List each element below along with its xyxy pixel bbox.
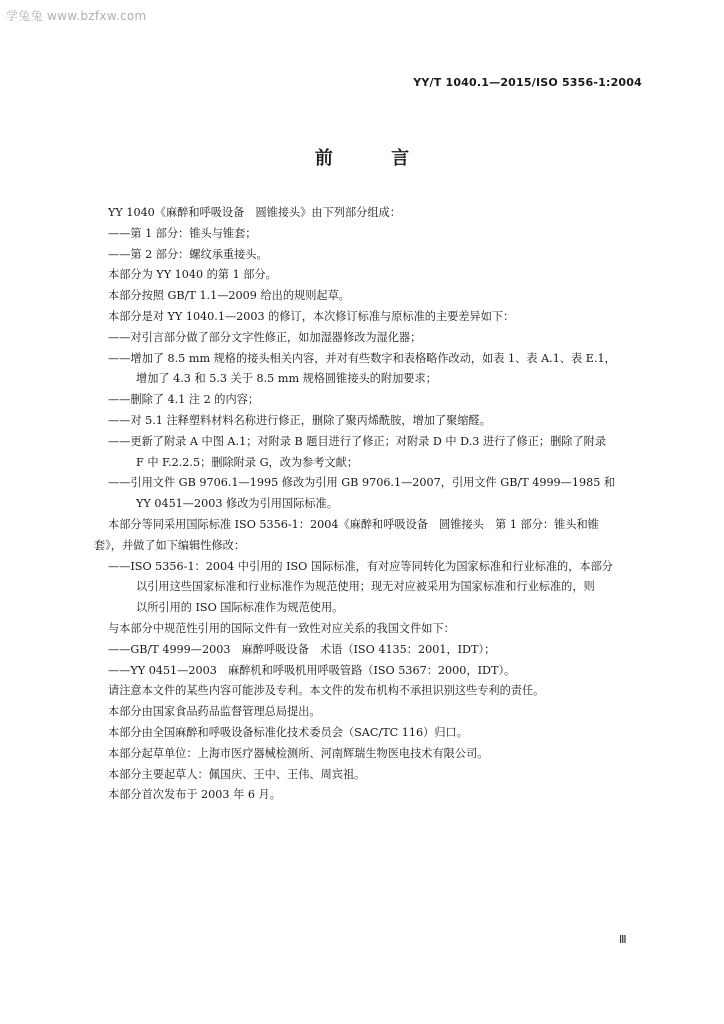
list-item: ——引用文件 GB 9706.1—1995 修改为引用 GB 9706.1—2007，引用文件 GB/T 4999—1985 和 xyxy=(108,476,616,490)
list-item: ——删除了 4.1 注 2 的内容； xyxy=(108,393,260,407)
list-item: ——增加了 8.5 mm 规格的接头相关内容，并对有些数字和表格略作改动，如表 1、表 A.1、表 E.1， xyxy=(108,351,616,365)
paragraph-continuation: 套》，并做了如下编辑性修改： xyxy=(94,538,246,552)
paragraph: 本部分由国家食品药品监督管理总局提出。 xyxy=(108,705,321,719)
list-item: ——YY 0451—2003 麻醉机和呼吸机用呼吸管路（ISO 5367：2000，IDT）。 xyxy=(108,663,516,677)
list-item: ——第 2 部分：螺纹承重接头。 xyxy=(108,247,268,261)
list-item-continuation: F 中 F.2.2.5；删除附录 G，改为参考文献； xyxy=(136,455,359,469)
paragraph: 本部分由全国麻醉和呼吸设备标准化技术委员会（SAC/TC 116）归口。 xyxy=(108,725,468,739)
page-number: Ⅲ xyxy=(619,933,627,946)
preface-body xyxy=(94,203,648,806)
paragraph: 本部分按照 GB/T 1.1—2009 给出的规则起草。 xyxy=(108,289,350,303)
list-item-continuation: 以所引用的 ISO 国际标准作为规范使用。 xyxy=(136,601,344,615)
paragraph: 本部分起草单位：上海市医疗器械检测所、河南辉瑞生物医电技术有限公司。 xyxy=(108,746,489,760)
list-item: ——对 5.1 注释塑料材料名称进行修正，删除了聚丙烯酰胺，增加了聚缩醛。 xyxy=(108,413,491,427)
standard-number: YY/T 1040.1—2015/ISO 5356-1:2004 xyxy=(413,76,642,89)
paragraph: 本部分等同采用国际标准 ISO 5356-1：2004《麻醉和呼吸设备 圆锥接头 第 1 部分：锥头和锥 xyxy=(108,517,599,531)
paragraph: 本部分首次发布于 2003 年 6 月。 xyxy=(108,788,281,802)
list-item-continuation: 增加了 4.3 和 5.3 关于 8.5 mm 规格圆锥接头的附加要求； xyxy=(136,372,437,386)
paragraph: 本部分主要起草人：佩国庆、王中、王伟、周宾祖。 xyxy=(108,767,366,781)
list-item-continuation: YY 0451—2003 修改为引用国际标准。 xyxy=(136,497,338,511)
list-item: ——ISO 5356-1：2004 中引用的 ISO 国际标准，有对应等同转化为国家标准和行业标准的，本部分 xyxy=(108,559,613,573)
list-item: ——GB/T 4999—2003 麻醉呼吸设备 术语（ISO 4135：2001，IDT）； xyxy=(108,642,496,656)
paragraph: 请注意本文件的某些内容可能涉及专利。本文件的发布机构不承担识别这些专利的责任。 xyxy=(108,684,545,698)
page-title: 前 言 xyxy=(314,148,436,169)
paragraph: 本部分是对 YY 1040.1—2003 的修订，本次修订标准与原标准的主要差异如下： xyxy=(108,309,515,323)
paragraph: YY 1040《麻醉和呼吸设备 圆锥接头》由下列部分组成： xyxy=(108,206,401,219)
list-item: ——对引言部分做了部分文字性修正，如加湿器修改为湿化器； xyxy=(108,330,422,344)
watermark: 学兔兔 www.bzfxw.com xyxy=(6,9,147,23)
list-item: ——第 1 部分：锥头与锥套； xyxy=(108,226,257,240)
paragraph: 本部分为 YY 1040 的第 1 部分。 xyxy=(108,268,277,282)
list-item-continuation: 以引用这些国家标准和行业标准作为规范使用；现无对应被采用为国家标准和行业标准的，则 xyxy=(136,580,595,594)
list-item: ——更新了附录 A 中图 A.1；对附录 B 题目进行了修正；对附录 D 中 D.3 进行了修正；删除了附录 xyxy=(108,434,607,448)
paragraph: 与本部分中规范性引用的国际文件有一致性对应关系的我国文件如下： xyxy=(108,621,455,635)
